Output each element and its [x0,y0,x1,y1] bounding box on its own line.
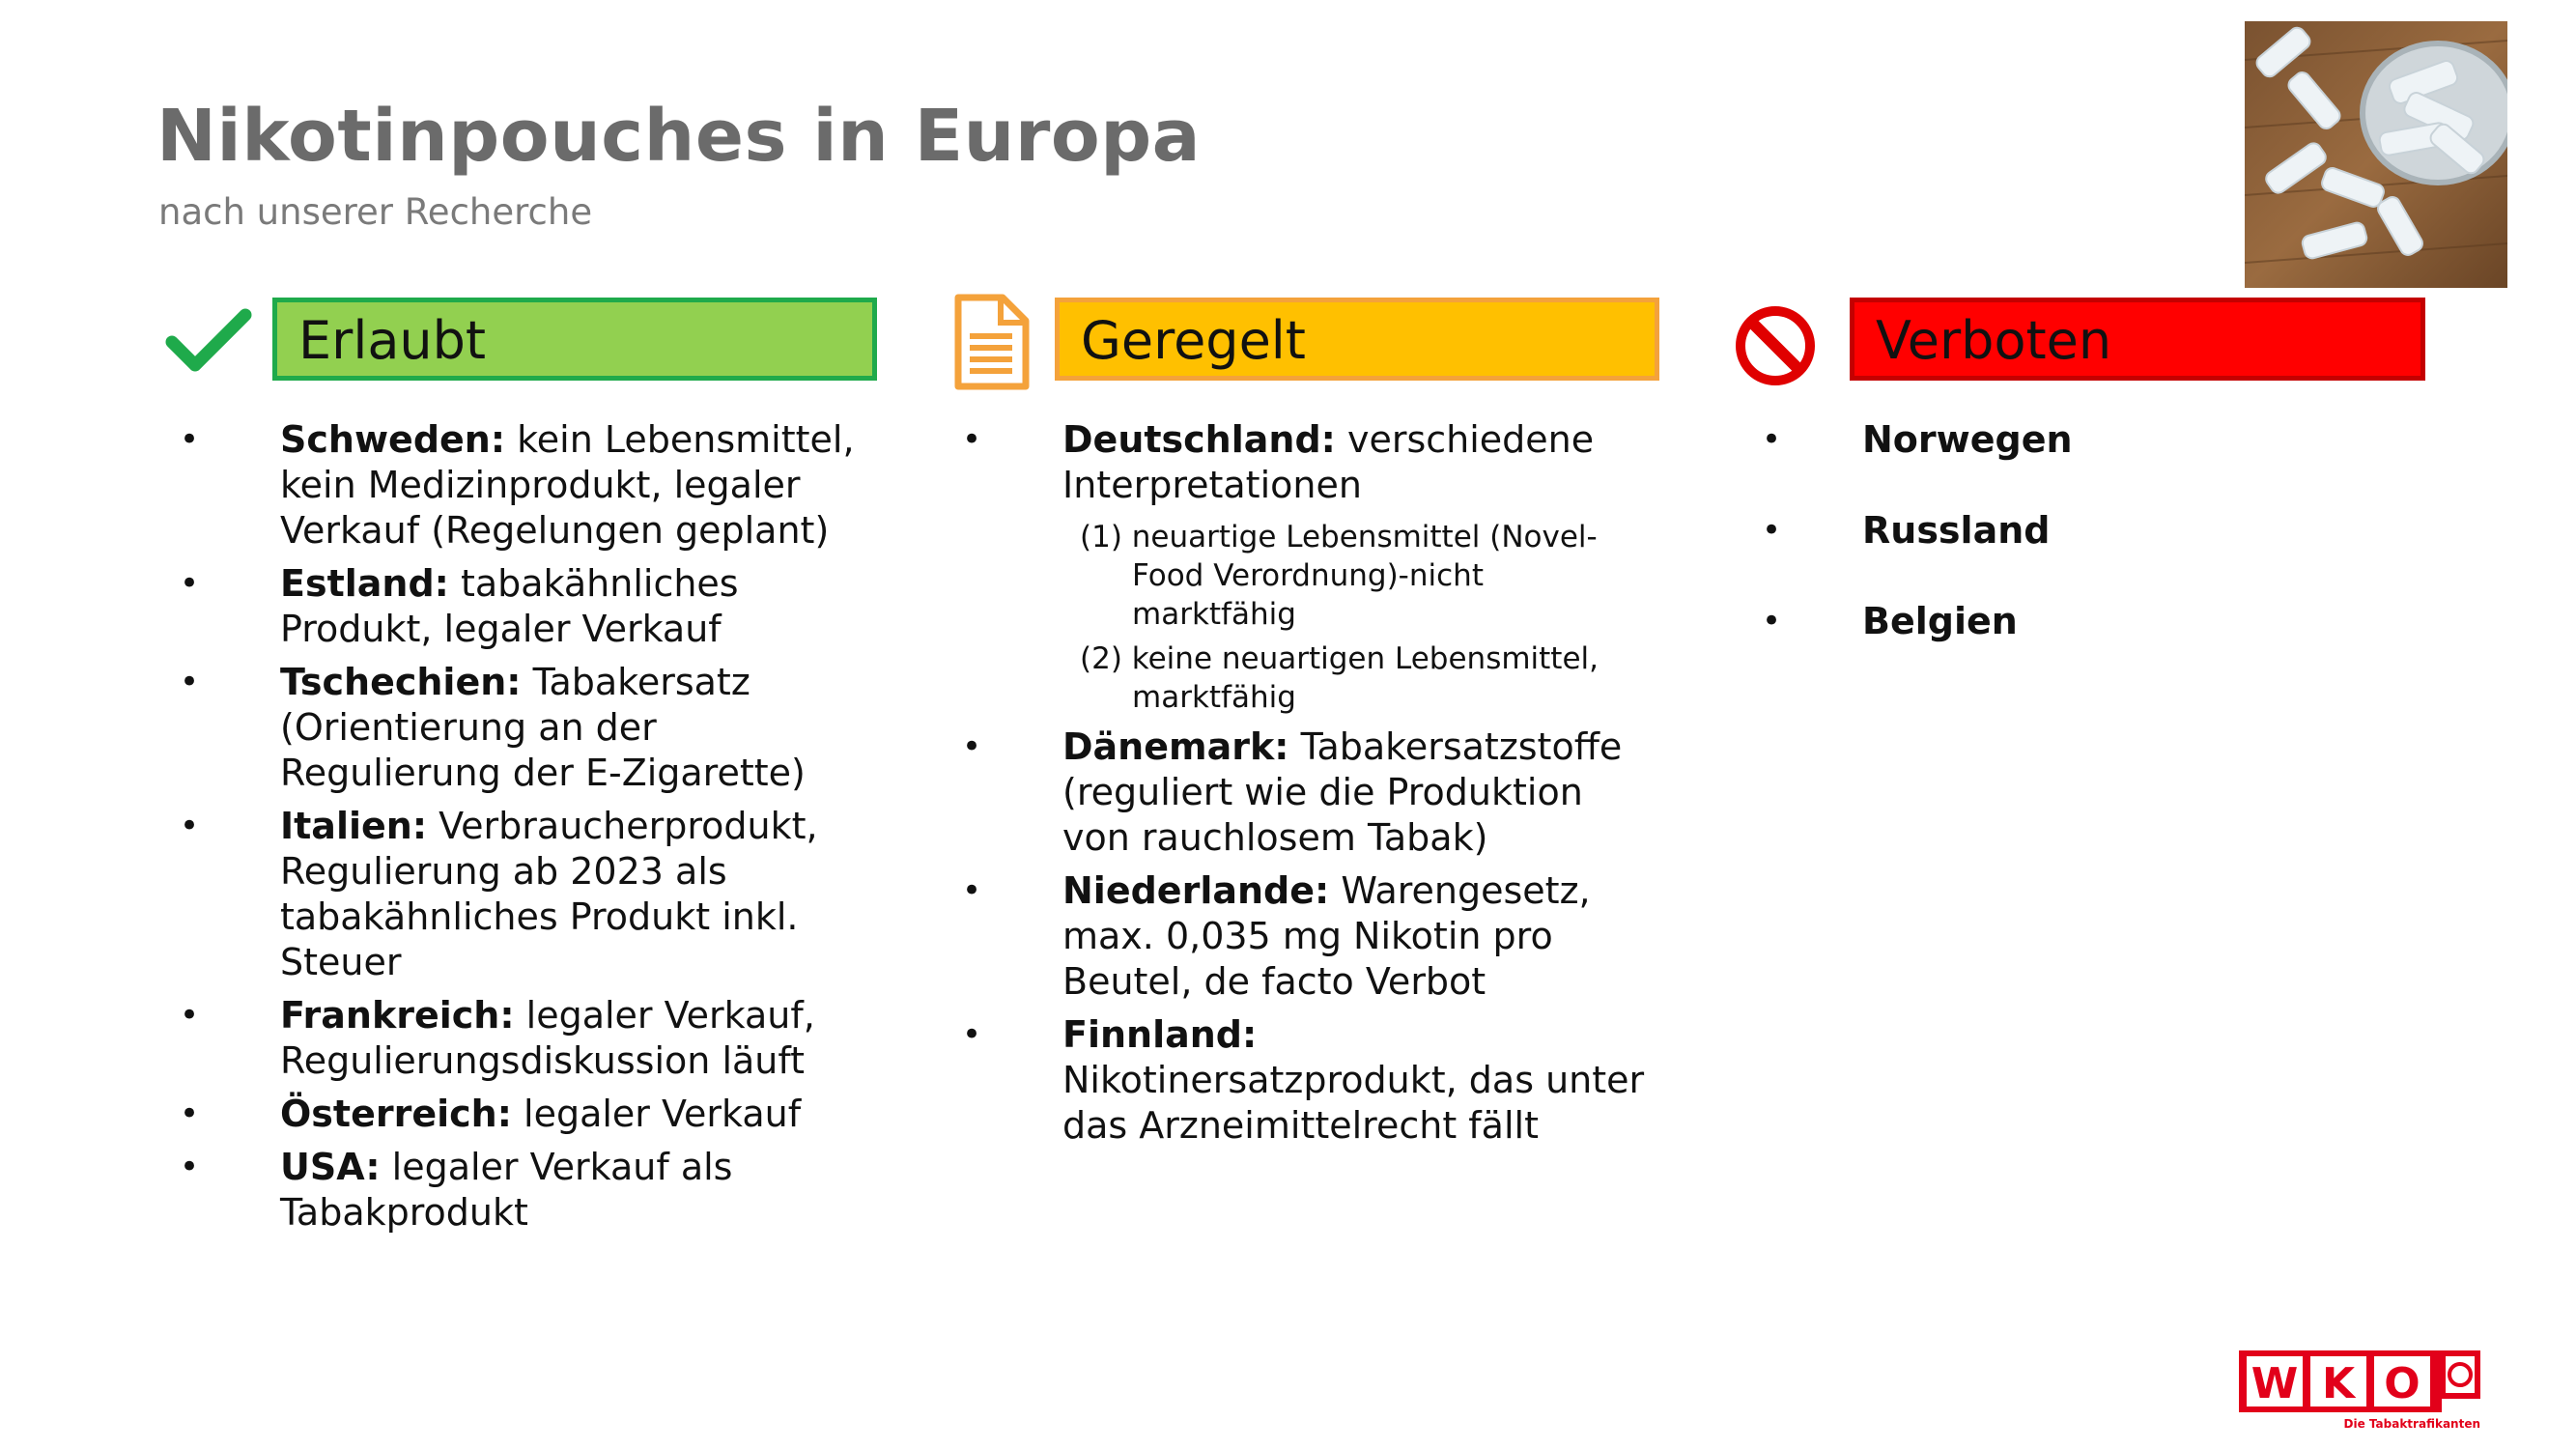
list-item: • Estland: tabakähnliches Produkt, legaler Verkauf [180,562,739,650]
list-item: • Italien: Verbraucherprodukt, Regulierung ab 2023 als tabakähnliches Produkt inkl. Steuer [180,805,818,983]
list-item: • Österreich: legaler Verkauf [180,1093,802,1135]
document-icon [952,294,1032,394]
allowed-list [180,417,879,1236]
allowed-heading: Erlaubt [272,298,877,381]
page-subtitle: nach unserer Recherche [158,191,593,233]
list-item: • Frankreich: legaler Verkauf, Regulierungsdiskussion läuft [180,994,815,1082]
list-item: • Belgien [1762,600,2018,642]
svg-text:K: K [2321,1359,2356,1408]
svg-text:W: W [2250,1359,2299,1408]
list-item: • Russland [1762,509,2051,552]
sub-list-item: (2) keine neuartigen Lebensmittel, marktfähig [1080,641,1599,715]
sub-list [1062,518,1652,717]
list-item: • Dänemark: Tabakersatzstoffe (reguliert wie die Produktion von rauchlosem Tabak) [962,725,1623,859]
banned-list [1762,417,2403,644]
list-item: • Tschechien: Tabakersatz (Orientierung an der Regulierung der E-Zigarette) [180,661,806,794]
list-item: • Niederlande: Warengesetz, max. 0,035 mg Nikotin pro Beutel, de facto Verbot [962,869,1591,1003]
wko-logo [2239,1350,2482,1434]
regulated-heading: Geregelt [1055,298,1659,381]
banned-heading: Verboten [1850,298,2425,381]
page-title: Nikotinpouches in Europa [156,95,1202,178]
list-item: • USA: legaler Verkauf als Tabakprodukt [180,1146,733,1234]
svg-text:Die Tabaktrafikanten: Die Tabaktrafikanten [2343,1417,2480,1430]
regulated-list [962,417,1652,1149]
list-item: • Finnland: Nikotinersatzprodukt, das unter das Arzneimittelrecht fällt [962,1013,1645,1147]
prohibited-icon [1735,305,1816,390]
list-item: • Norwegen [1762,418,2073,461]
checkmark-icon [164,307,253,381]
sub-list-item: (1) neuartige Lebensmittel (Novel-Food Verordnung)-nicht marktfähig [1080,520,1598,632]
list-item: • Schweden: kein Lebensmittel, kein Medizinprodukt, legaler Verkauf (Regelungen geplant) [180,418,855,552]
nicotine-pouches-photo [2245,21,2507,288]
svg-text:O: O [2384,1359,2420,1408]
list-item: • Deutschland: verschiedene Interpretationen (1) neuartige Lebensmittel (Novel-Food Verordnung)-nicht marktfähig (2) keine neuartigen Lebensmittel, marktfähig [1062,417,1652,717]
